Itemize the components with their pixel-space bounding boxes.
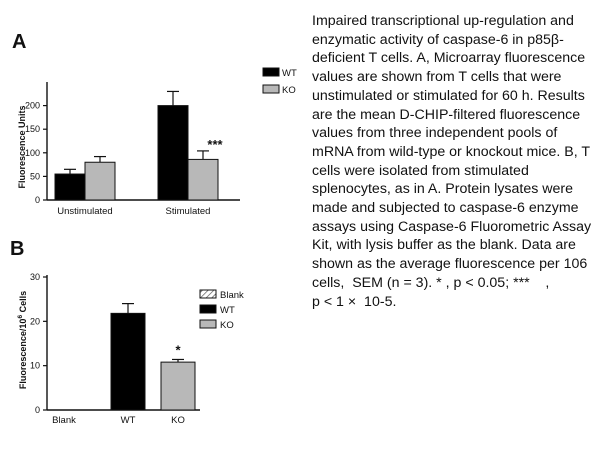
panel-b-y-tick-label: 20 [29, 316, 40, 327]
panel-a-legend-label-wt: WT [282, 68, 297, 79]
panel-a-bar-wt-unstimulated [55, 174, 85, 200]
panel-b-y-tick-label: 30 [29, 272, 40, 282]
panel-b-legend-swatch-ko [200, 320, 216, 328]
figure-caption: Impaired transcriptional up-regulation and enzymatic activity of caspase-6 in p85β-deficient T cells. A, Microarray fluorescence values are shown from T cells that were unstimulated or stimulated for 60 h. Results are the mean D-CHIP-filtered fluorescence values from three independent pools of mRNA from wild-type or knockout mice. B, T cells were isolated from stimulated splenocytes, as in A. Protein lysates were made and subjected to caspase-6 enzyme assays using Caspase-6 Fluorometric Assay Kit, with lysis buffer as the blank. Data are shown as the average fluorescence per 106 cells, SEM (n = 3). * , p < 0.05; *** , p < 1 × 10-5. [312, 13, 592, 310]
panel-a-legend-swatch-ko [263, 85, 279, 93]
panel-b-error-bar-wt [122, 304, 134, 314]
panel-a-legend [263, 68, 297, 96]
panel-a-error-bar-ko-stimulated [197, 151, 209, 159]
panel-a-category-label: Unstimulated [57, 206, 113, 217]
panel-b-legend-swatch-blank [200, 290, 216, 298]
panel-a-error-bar-wt-stimulated [167, 91, 179, 105]
panel-b-chart [10, 238, 244, 426]
panel-a-bar-wt-stimulated [158, 106, 188, 200]
panel-a-y-tick-label: 50 [29, 171, 40, 182]
panel-b-legend-label-ko: KO [220, 320, 234, 331]
panel-b-y-tick-label: 10 [29, 360, 40, 371]
panel-b-category-label: WT [120, 415, 136, 426]
panel-b-category-label: Blank [52, 415, 76, 426]
panel-b-category-label: KO [171, 415, 185, 426]
panel-b-significance-marker: * [175, 342, 181, 358]
panel-a-category-label: Stimulated [165, 206, 211, 217]
panel-a-bar-ko-unstimulated [85, 162, 115, 200]
panel-b-legend-label-blank: Blank [220, 290, 244, 301]
panel-a-chart [12, 31, 297, 217]
panel-b-legend [200, 290, 244, 331]
panel-a-y-tick-label: 150 [24, 124, 40, 135]
panel-a-y-tick-label: 100 [24, 147, 40, 158]
panel-a-label: A [12, 31, 27, 53]
panel-b-bar-ko [161, 362, 195, 410]
panel-a-y-axis-label: Fluorescence Units [17, 105, 27, 189]
panel-a-error-bar-ko-unstimulated [94, 157, 106, 163]
panel-a-y-tick-label: 200 [24, 100, 40, 111]
panel-a-error-bar-wt-unstimulated [64, 169, 76, 174]
panel-a-significance-marker: *** [207, 136, 223, 152]
panel-b-y-tick-label: 0 [34, 405, 40, 415]
panel-b-legend-swatch-wt [200, 305, 216, 313]
panel-a-legend-label-ko: KO [282, 85, 296, 96]
panel-a-bar-ko-stimulated [188, 159, 218, 200]
panel-b-bar-wt [111, 313, 145, 410]
panel-b-y-axis-label: Fluorescence/$10^6$ Cells [17, 290, 28, 390]
panel-a-y-tick-label: 0 [34, 195, 40, 205]
panel-b-legend-label-wt: WT [220, 305, 235, 316]
panel-a-legend-swatch-wt [263, 68, 279, 76]
panel-b-label: B [10, 238, 25, 260]
